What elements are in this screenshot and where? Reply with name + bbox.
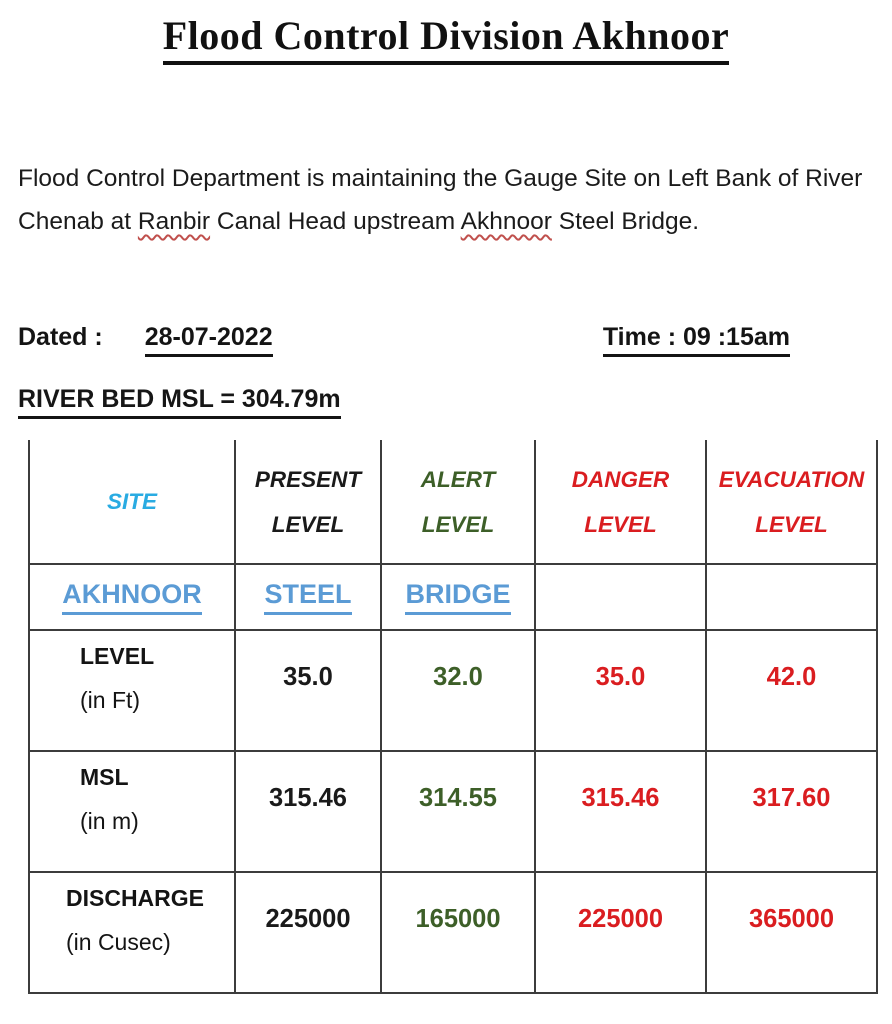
column-header-alert-level bbox=[381, 440, 535, 564]
site-word: STEEL bbox=[264, 579, 351, 615]
intro-paragraph bbox=[18, 157, 870, 243]
msl-alert-value: 314.55 bbox=[381, 751, 535, 872]
dated-value: 28-07-2022 bbox=[145, 323, 273, 357]
river-bed-section bbox=[18, 385, 892, 419]
table-header-row bbox=[29, 440, 877, 564]
row-label-text: LEVEL bbox=[80, 642, 155, 669]
column-header-site bbox=[29, 440, 235, 564]
site-cell-steel bbox=[235, 564, 381, 630]
row-label-text: MSL bbox=[80, 763, 129, 790]
row-label-text: DISCHARGE bbox=[66, 884, 205, 911]
msl-present-value: 315.46 bbox=[235, 751, 381, 872]
column-header-evacuation-level bbox=[706, 440, 877, 564]
site-cell-empty bbox=[535, 564, 706, 630]
site-word: BRIDGE bbox=[405, 579, 510, 615]
header-line: DANGER bbox=[571, 466, 670, 492]
header-line: ALERT bbox=[420, 466, 496, 492]
table-row-level bbox=[29, 630, 877, 751]
header-line: LEVEL bbox=[584, 511, 657, 537]
row-label-msl bbox=[29, 751, 235, 872]
river-bed-msl: RIVER BED MSL = 304.79m bbox=[18, 385, 341, 419]
discharge-evacuation-value: 365000 bbox=[706, 872, 877, 993]
header-line: LEVEL bbox=[755, 511, 828, 537]
levels-table bbox=[28, 440, 878, 994]
discharge-present-value: 225000 bbox=[235, 872, 381, 993]
intro-segment: Flood Control Department is maintaining the Gauge Site on Left Bank of River Chenab at bbox=[18, 165, 863, 235]
row-label-level bbox=[29, 630, 235, 751]
site-cell-empty bbox=[706, 564, 877, 630]
site-cell-akhnoor bbox=[29, 564, 235, 630]
msl-evacuation-value: 317.60 bbox=[706, 751, 877, 872]
intro-segment: Steel Bridge. bbox=[551, 208, 700, 235]
row-unit-text: (in m) bbox=[80, 807, 139, 834]
row-unit-text: (in Ft) bbox=[80, 686, 141, 713]
header-line: LEVEL bbox=[271, 511, 345, 537]
dated-label: Dated : bbox=[18, 323, 103, 351]
row-label-discharge bbox=[29, 872, 235, 993]
page-title: Flood Control Division Akhnoor bbox=[163, 14, 730, 65]
intro-segment-misspelled-ranbir: Ranbir bbox=[137, 208, 211, 235]
date-time-row bbox=[18, 323, 874, 357]
column-header-present-level bbox=[235, 440, 381, 564]
header-line: LEVEL bbox=[421, 511, 495, 537]
msl-danger-value: 315.46 bbox=[535, 751, 706, 872]
header-line: PRESENT bbox=[254, 466, 362, 492]
level-alert-value: 32.0 bbox=[381, 630, 535, 751]
level-danger-value: 35.0 bbox=[535, 630, 706, 751]
discharge-danger-value: 225000 bbox=[535, 872, 706, 993]
title-section bbox=[0, 0, 892, 65]
header-line: SITE bbox=[106, 489, 157, 514]
level-present-value: 35.0 bbox=[235, 630, 381, 751]
table-row-discharge bbox=[29, 872, 877, 993]
row-unit-text: (in Cusec) bbox=[66, 928, 171, 955]
site-word: AKHNOOR bbox=[62, 579, 202, 615]
column-header-danger-level bbox=[535, 440, 706, 564]
intro-segment: Canal Head upstream bbox=[210, 208, 461, 235]
header-line: EVACUATION bbox=[718, 466, 865, 492]
time-value: Time : 09 :15am bbox=[603, 323, 790, 357]
site-name-row bbox=[29, 564, 877, 630]
intro-segment-misspelled-akhnoor: Akhnoor bbox=[460, 208, 552, 235]
site-cell-bridge bbox=[381, 564, 535, 630]
table-row-msl bbox=[29, 751, 877, 872]
level-evacuation-value: 42.0 bbox=[706, 630, 877, 751]
discharge-alert-value: 165000 bbox=[381, 872, 535, 993]
